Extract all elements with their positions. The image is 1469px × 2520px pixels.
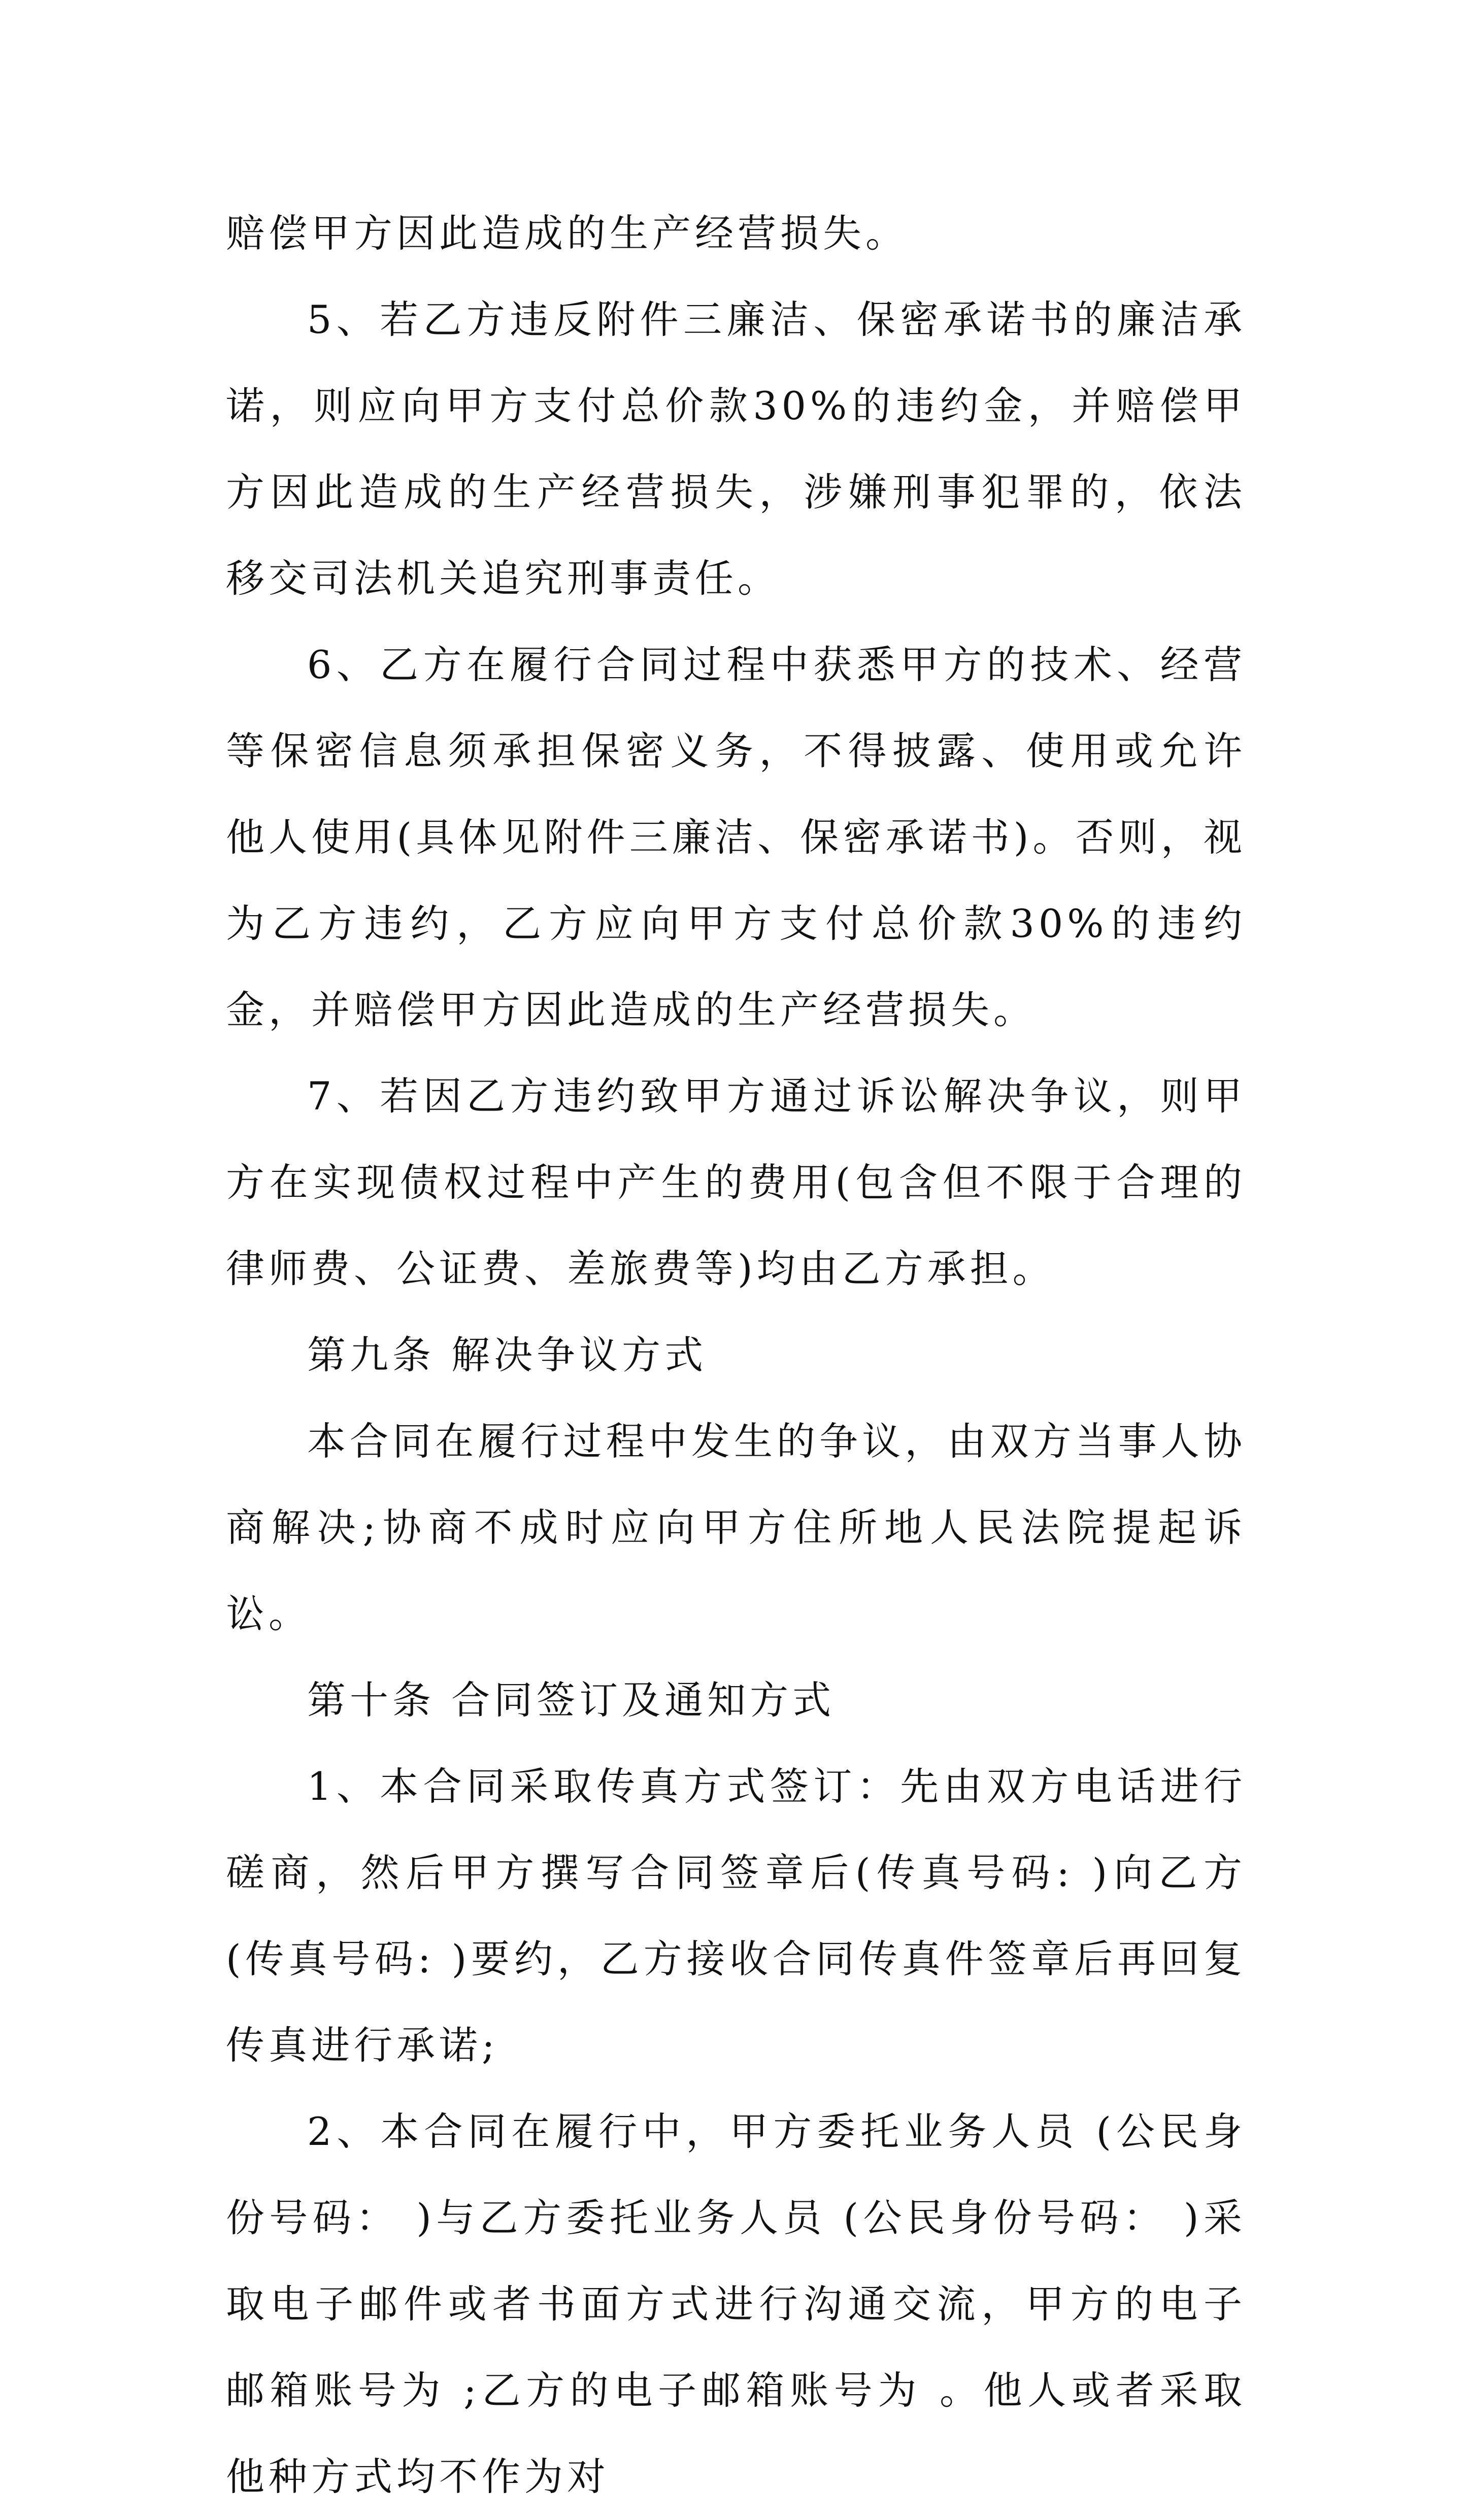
document-body	[226, 190, 1246, 2520]
paragraph-continuation: 赔偿甲方因此造成的生产经营损失。	[226, 211, 908, 256]
paragraph-clause-5: 5、若乙方违反附件三廉洁、保密承诺书的廉洁承诺，则应向甲方支付总价款30%的违约金，并赔偿甲方因此造成的生产经营损失，涉嫌刑事犯罪的，依法移交司法机关追究刑事责任。	[226, 297, 1246, 601]
paragraph-signing-method: 1、本合同采取传真方式签订：先由双方电话进行磋商，然后甲方撰写合同签章后(传真号码: )向乙方(传真号码: )要约，乙方接收合同传真件签章后再回复传真进行承诺;	[226, 1764, 1246, 2068]
paragraph-dispute-resolution: 本合同在履行过程中发生的争议，由双方当事人协商解决;协商不成时应向甲方住所地人民法院提起诉讼。	[226, 1419, 1246, 1636]
paragraph-clause-6: 6、乙方在履行合同过程中获悉甲方的技术、经营等保密信息须承担保密义务，不得披露、使用或允许他人使用(具体见附件三廉洁、保密承诺书)。否则，视为乙方违约，乙方应向甲方支付总价款30%的违约金，并赔偿甲方因此造成的生产经营损失。	[226, 642, 1246, 1032]
section-heading-article-10: 第十条 合同签订及通知方式	[307, 1677, 836, 1723]
section-heading-article-9: 第九条 解决争议方式	[307, 1332, 708, 1377]
paragraph-clause-7: 7、若因乙方违约致甲方通过诉讼解决争议，则甲方在实现债权过程中产生的费用(包含但不限于合理的律师费、公证费、差旅费等)均由乙方承担。	[226, 1073, 1246, 1291]
paragraph-notification-method: 2、本合同在履行中，甲方委托业务人员 (公民身份号码： )与乙方委托业务人员 (公民身份号码： )采取电子邮件或者书面方式进行沟通交流，甲方的电子邮箱账号为 ;乙方的电子邮箱账号为 。他人或者采取他种方式均不作为对	[226, 2109, 1246, 2499]
